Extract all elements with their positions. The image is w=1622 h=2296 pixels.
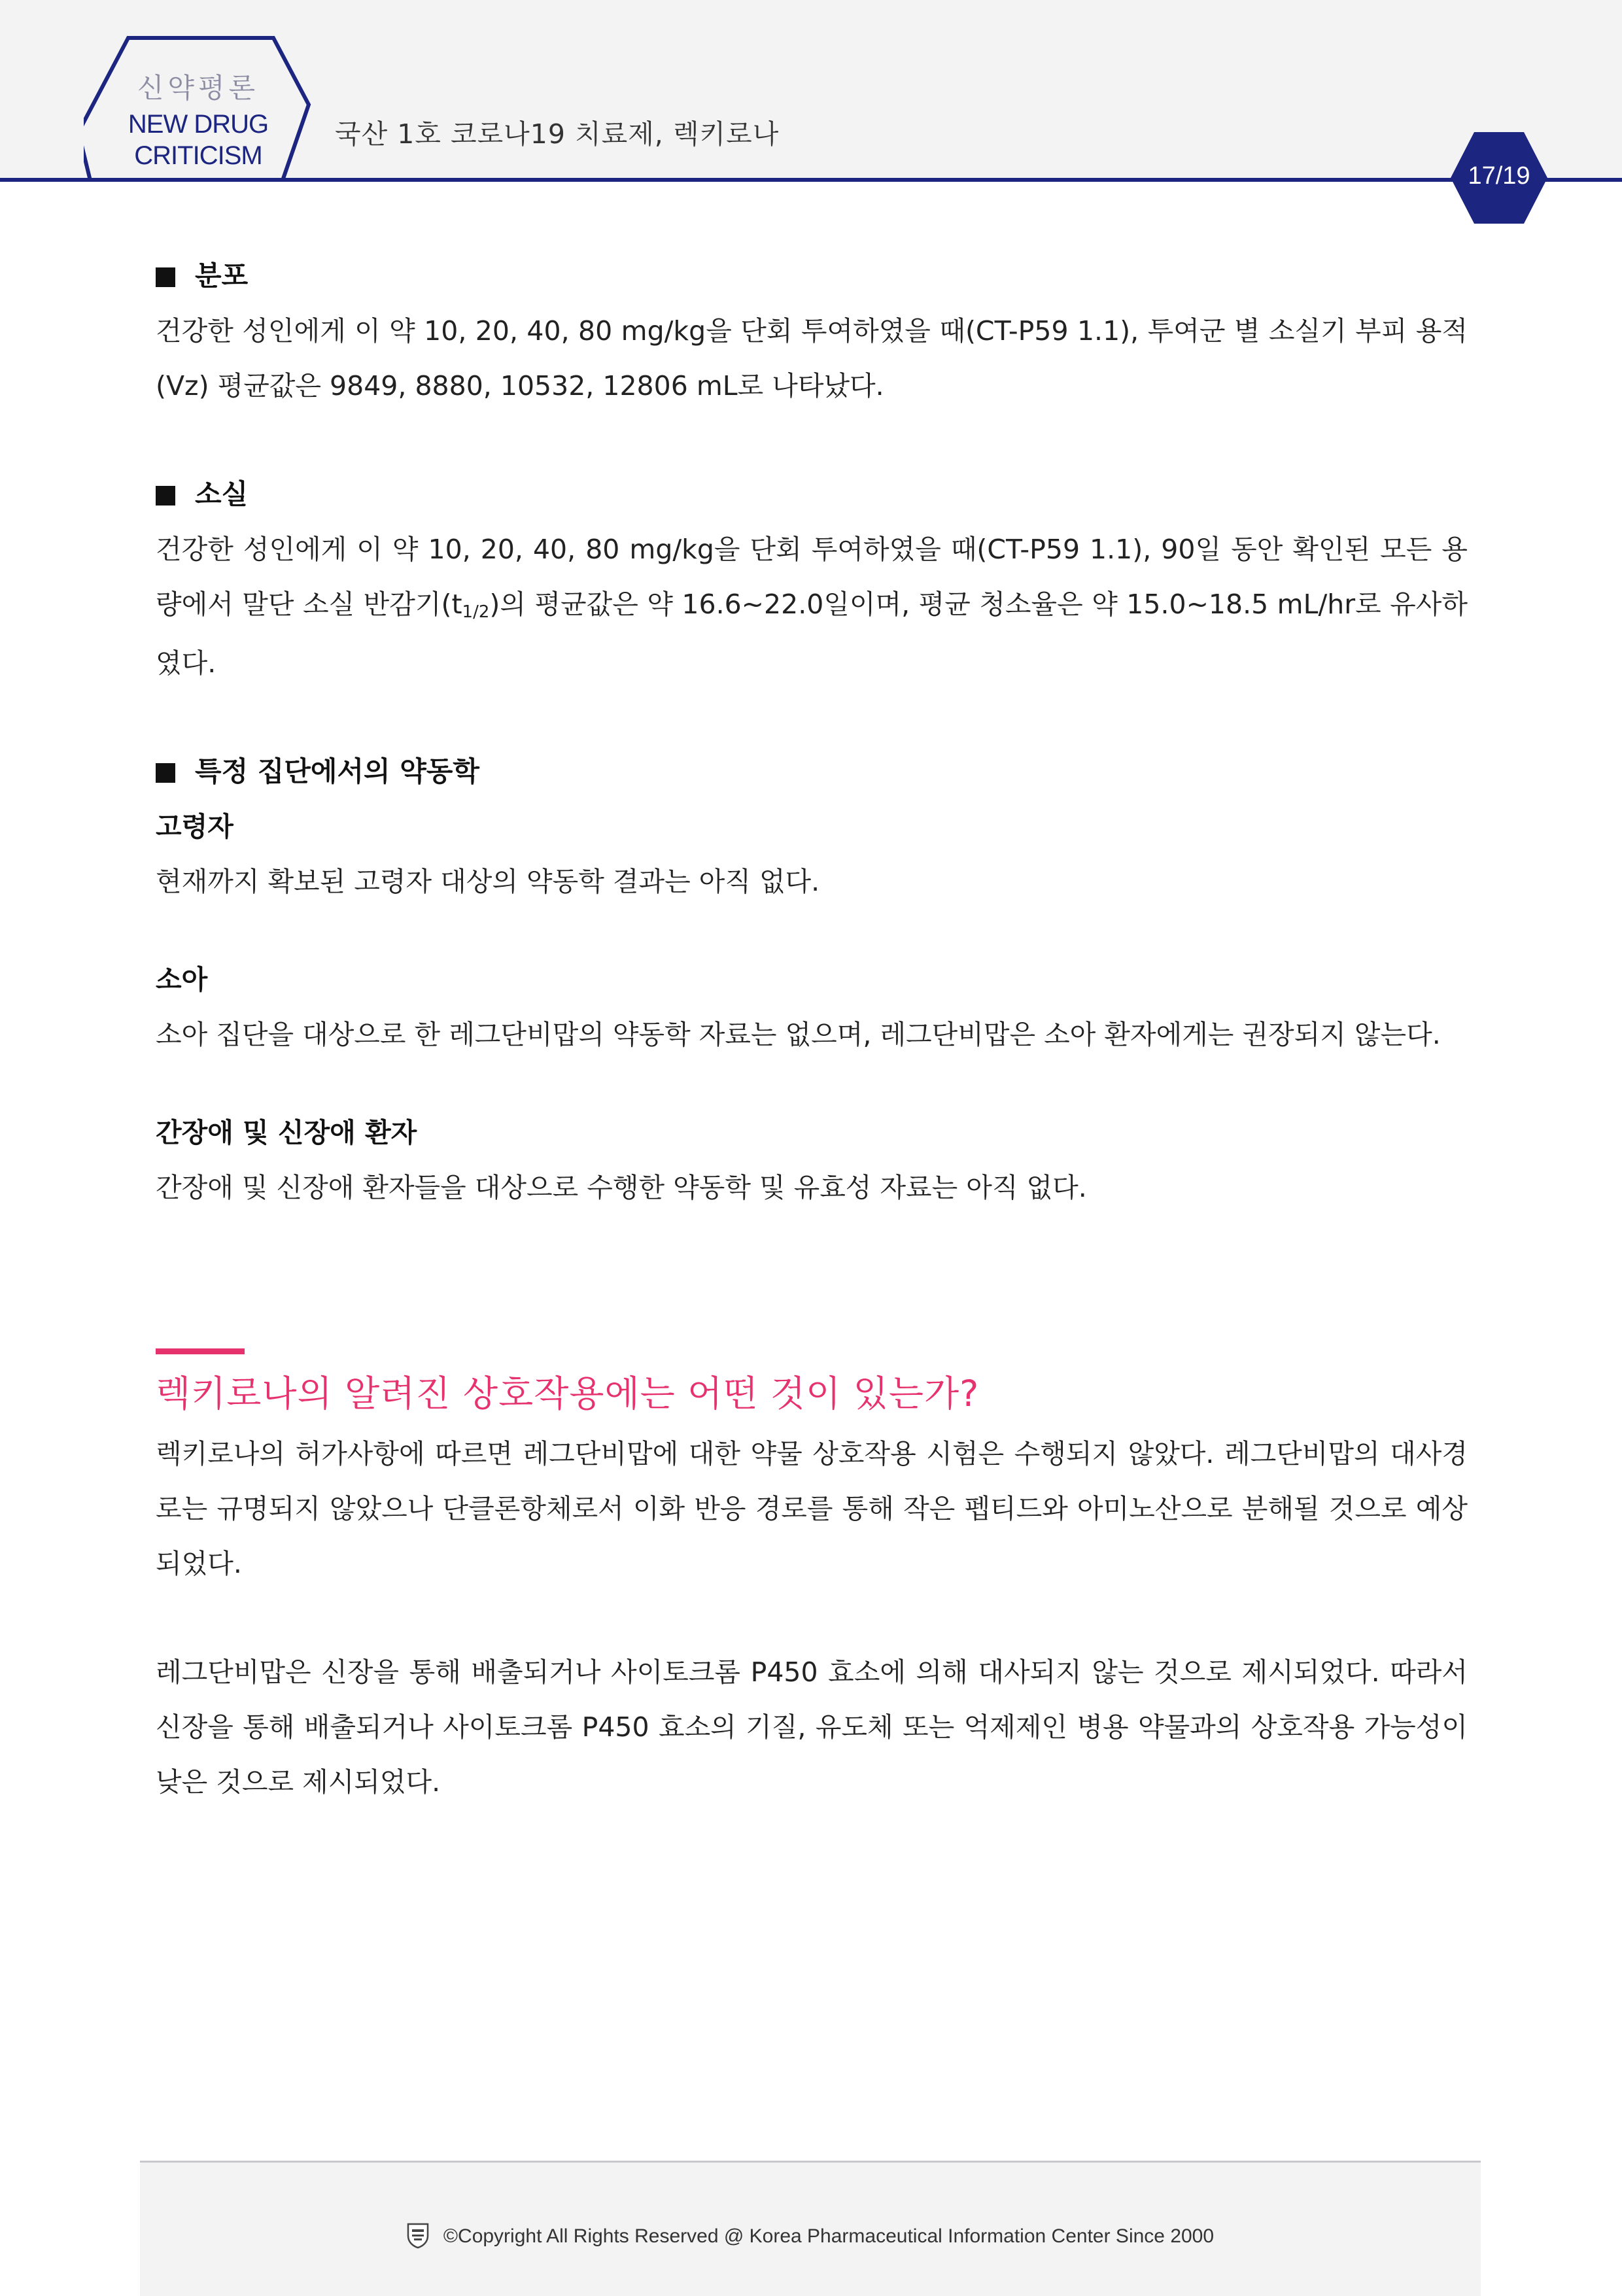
- square-bullet-icon: [156, 486, 175, 505]
- subheading-impairment: 간장애 및 신장애 환자: [156, 1117, 417, 1148]
- section-heading-special-populations: 특정 집단에서의 약동학: [156, 744, 1468, 799]
- elimination-text: 건강한 성인에게 이 약 10, 20, 40, 80 mg/kg을 단회 투여하였을 때(CT-P59 1.1), 90일 동안 확인된 모든 용량에서 말단 소실 반감기(t1/2)의 평균값은 약 16.6~22.0일이며, 평균 청소율은 약 15.0~18.5 mL/hr로 유사하였다.: [156, 534, 1468, 679]
- subheading-pediatric: 소아: [156, 964, 208, 995]
- section-heading-distribution: 분포: [156, 248, 1468, 303]
- interactions-heading: 렉키로나의 알려진 상호작용에는 어떤 것이 있는가?: [156, 1373, 980, 1414]
- elderly-text: 현재까지 확보된 고령자 대상의 약동학 결과는 아직 없다.: [156, 866, 820, 897]
- page-header-title: 국산 1호 코로나19 치료제, 렉키로나: [335, 118, 780, 150]
- interactions-paragraph-1: 렉키로나의 허가사항에 따르면 레그단비맙에 대한 약물 상호작용 시험은 수행되지 않았다. 레그단비맙의 대사경로는 규명되지 않았으나 단클론항체로서 이화 반응 경로를 통해 작은 펩티드와 아미노산으로 분해될 것으로 예상되었다.: [156, 1438, 1468, 1579]
- footer-copyright: ©Copyright All Rights Reserved @ Korea Pharmaceutical Information Center Since 2000: [140, 2223, 1481, 2249]
- logo: [84, 34, 313, 184]
- logo-korean-text: 신약평론: [137, 72, 260, 104]
- half-life-subscript: 1/2: [462, 602, 490, 622]
- section-accent-bar: [156, 1348, 245, 1354]
- distribution-text: 건강한 성인에게 이 약 10, 20, 40, 80 mg/kg을 단회 투여하였을 때(CT-P59 1.1), 투여군 별 소실기 부피 용적(Vz) 평균값은 9849, 8880, 10532, 12806 mL로 나타났다.: [156, 315, 1468, 402]
- square-bullet-icon: [156, 267, 175, 287]
- shield-emblem-icon: [407, 2223, 429, 2249]
- logo-english-text: [84, 109, 313, 171]
- main-content: [156, 248, 1468, 1809]
- impairment-text: 간장애 및 신장애 환자들을 대상으로 수행한 약동학 및 유효성 자료는 아직 없다.: [156, 1172, 1087, 1203]
- subheading-elderly: 고령자: [156, 811, 233, 842]
- interactions-paragraph-2: 레그단비맙은 신장을 통해 배출되거나 사이토크롬 P450 효소에 의해 대사되지 않는 것으로 제시되었다. 따라서 신장을 통해 배출되거나 사이토크롬 P450 효소의 기질, 유도체 또는 억제제인 병용 약물과의 상호작용 가능성이 낮은 것으로 제시되었다.: [156, 1656, 1468, 1798]
- logo-english-line1: NEW DRUG: [128, 110, 269, 139]
- page-number: 17/19: [1468, 162, 1530, 190]
- pediatric-text: 소아 집단을 대상으로 한 레그단비맙의 약동학 자료는 없으며, 레그단비맙은 소아 환자에게는 권장되지 않는다.: [156, 1019, 1441, 1050]
- square-bullet-icon: [156, 763, 175, 783]
- logo-english-line2: CRITICISM: [134, 141, 262, 170]
- header-rule: [0, 178, 1622, 182]
- page-number-badge: [1449, 131, 1549, 225]
- section-heading-elimination: 소실: [156, 467, 1468, 522]
- footer: [140, 2161, 1481, 2296]
